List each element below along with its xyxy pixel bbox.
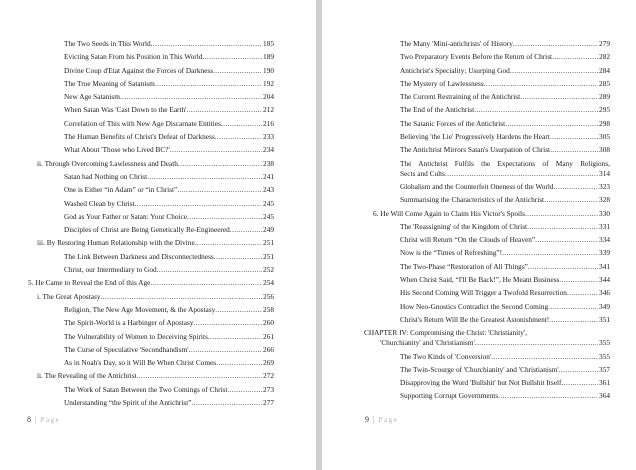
dot-leader	[120, 92, 262, 102]
toc-entry	[364, 302, 610, 312]
toc-entry	[28, 39, 274, 49]
toc-entry-title: 5. He Came to Reveal the End of this Age	[28, 278, 151, 288]
toc-page-number: 349	[599, 301, 610, 311]
toc-entry-row	[64, 66, 274, 76]
toc-entry-row	[400, 262, 610, 272]
toc-entry	[28, 318, 274, 328]
toc-entry-title: Divine Coup d'Etat Against the Forces of Darkness	[64, 65, 214, 75]
toc-list-right	[364, 39, 610, 405]
dot-leader	[550, 145, 598, 155]
toc-entry	[364, 222, 610, 232]
toc-entry	[364, 288, 610, 298]
dot-leader	[135, 199, 263, 209]
toc-entry	[28, 358, 274, 368]
toc-entry-row	[64, 185, 274, 195]
toc-entry-title: Christ will Return “On the Clouds of Heaven”	[400, 235, 536, 245]
toc-entry-row	[400, 302, 610, 312]
toc-entry-title: ii. The Revealing of the Antichrist	[37, 371, 137, 381]
toc-entry-title: Christ, our Intermediary to God	[64, 265, 157, 275]
toc-page-number: 339	[599, 248, 610, 258]
toc-entry	[364, 378, 610, 388]
toc-page-number: 273	[263, 384, 274, 394]
toc-entry-title: Christ's Return Will Be the Greatest Astonishment!	[400, 314, 550, 324]
toc-page-number: 331	[599, 221, 610, 231]
toc-entry-title: 6. He Will Come Again to Claim His Victor's Spoils	[373, 208, 525, 218]
page-footer-right	[365, 415, 398, 424]
dot-leader	[208, 332, 262, 342]
toc-page-number: 185	[263, 39, 274, 48]
toc-entry-title: Washed Clean by Christ	[64, 198, 135, 208]
dot-leader	[137, 371, 262, 381]
toc-page-number: 346	[599, 288, 610, 298]
toc-page-number: 323	[599, 181, 610, 191]
toc-entry	[28, 371, 274, 381]
toc-entry-title: The Satanic Forces of the Antichrist	[400, 118, 506, 128]
toc-entry-title: When Christ Said, “I'll Be Back!”, He Meant Business	[400, 275, 560, 285]
dot-leader	[513, 39, 598, 49]
dot-leader	[216, 358, 262, 368]
toc-page-number: 233	[263, 132, 274, 142]
toc-entry-title: Disapproving the Word 'Bullshit' but Not Bullshit Itself	[400, 378, 562, 388]
toc-page-number: 212	[263, 105, 274, 115]
toc-entry	[28, 332, 274, 342]
toc-page-number: 295	[599, 105, 610, 115]
toc-page-number: 266	[263, 344, 274, 354]
toc-entry	[28, 305, 274, 315]
dot-leader	[195, 238, 262, 248]
toc-entry-row	[400, 79, 610, 89]
toc-entry	[364, 235, 610, 245]
toc-entry-title: Correlation of This with New Age Discarnate Entities	[64, 118, 221, 128]
left-page	[0, 0, 316, 470]
toc-entry	[364, 119, 610, 129]
toc-entry-row	[400, 169, 610, 179]
toc-entry-row	[37, 371, 274, 381]
toc-entry-title: The Spirit-World is a Harbinger of Apostasy	[64, 318, 194, 328]
toc-page-number: 285	[599, 78, 610, 88]
dot-leader	[191, 398, 262, 408]
toc-entry	[364, 195, 610, 205]
footer-page-word: Page	[40, 416, 61, 424]
dot-leader	[544, 195, 598, 205]
toc-page-number: 282	[599, 52, 610, 62]
toc-entry-title: What About 'Those who Lived BC?'	[64, 145, 170, 155]
toc-page-number: 243	[263, 185, 274, 195]
toc-entry-row	[28, 278, 274, 288]
toc-entry	[364, 145, 610, 155]
toc-entry-title: Now is the “Times of Refreshing”!	[400, 248, 503, 258]
toc-entry	[28, 199, 274, 209]
toc-entry-row	[64, 132, 274, 142]
toc-entry	[28, 238, 274, 248]
toc-entry	[28, 345, 274, 355]
toc-entry-title-continued: Sects and Cults	[400, 168, 445, 178]
toc-entry-row	[400, 352, 610, 362]
dot-leader	[491, 352, 598, 362]
toc-entry	[28, 385, 274, 395]
dot-leader	[150, 278, 262, 288]
toc-page-number: 364	[599, 391, 610, 401]
toc-page-number: 279	[599, 39, 610, 48]
toc-entry-title: God as Your Father or Satan: Your Choice	[64, 211, 188, 221]
toc-entry-row	[64, 225, 274, 235]
toc-entry-title: Two Preparatory Events Before the Return of Christ	[400, 52, 553, 62]
dot-leader	[554, 182, 599, 192]
toc-entry	[28, 225, 274, 235]
toc-entry	[28, 265, 274, 275]
toc-entry-row	[64, 252, 274, 262]
toc-page-number: 355	[599, 338, 610, 348]
toc-page-number: 249	[263, 225, 274, 235]
toc-page-number: 260	[263, 318, 274, 328]
page-footer-left	[27, 415, 60, 424]
toc-page-number: 351	[599, 314, 610, 324]
dot-leader	[552, 52, 598, 62]
toc-entry	[364, 275, 610, 285]
toc-entry-row	[64, 39, 274, 49]
toc-entry-row	[400, 275, 610, 285]
toc-page-number: 341	[599, 261, 610, 271]
toc-entry-row	[400, 52, 610, 62]
dot-leader	[549, 315, 598, 325]
dot-leader	[101, 292, 263, 302]
dot-leader	[177, 185, 262, 195]
toc-entry	[28, 66, 274, 76]
toc-entry-title: The Many 'Mini-antichrists' of History	[400, 39, 513, 48]
dot-leader	[505, 119, 598, 129]
toc-entry-row	[400, 66, 610, 76]
toc-entry	[28, 105, 274, 115]
toc-entry-title: Globalism and the Counterfeit Oneness of the World	[400, 181, 554, 191]
dot-leader	[227, 385, 262, 395]
toc-page-number: 328	[599, 195, 610, 205]
dot-leader	[445, 169, 598, 179]
toc-entry-row	[64, 305, 274, 315]
toc-entry-row	[37, 238, 274, 248]
toc-entry-row	[64, 212, 274, 222]
dot-leader	[484, 79, 598, 89]
toc-page-number: 308	[599, 145, 610, 155]
page-number: 8	[27, 415, 31, 424]
dot-leader	[561, 378, 598, 388]
toc-page-number: 289	[599, 92, 610, 102]
toc-entry-title: Satan had Nothing on Christ	[64, 171, 148, 181]
toc-entry-title: Understanding “the Spirit of the Antichrist”	[64, 398, 192, 408]
dot-leader	[230, 225, 262, 235]
dot-leader	[147, 172, 262, 182]
dot-leader	[157, 265, 262, 275]
toc-entry-title: The Vulnerability of Women to Deceiving Spirits	[64, 331, 208, 341]
toc-entry	[364, 328, 610, 348]
toc-entry	[364, 39, 610, 49]
toc-page-number: 234	[263, 145, 274, 155]
toc-entry-row	[400, 235, 610, 245]
dot-leader	[559, 365, 598, 375]
dot-leader	[151, 39, 262, 49]
dot-leader	[194, 318, 263, 328]
dot-leader	[510, 66, 598, 76]
toc-entry-row	[64, 398, 274, 408]
toc-page-number: 251	[263, 251, 274, 261]
dot-leader	[548, 302, 598, 312]
toc-entry-row	[400, 378, 610, 388]
toc-entry-title: Antichrist's Speciality: Usurping God	[400, 65, 510, 75]
toc-entry-title: When Satan Was 'Cast Down to the Earth'	[64, 105, 187, 115]
toc-entry	[28, 185, 274, 195]
dot-leader	[221, 119, 262, 129]
toc-entry-row	[400, 39, 610, 49]
toc-entry-row	[400, 119, 610, 129]
toc-entry	[364, 209, 610, 219]
toc-entry	[364, 248, 610, 258]
toc-entry-row	[64, 119, 274, 129]
toc-entry	[28, 278, 274, 288]
dot-leader	[475, 338, 598, 348]
toc-entry-row	[37, 159, 274, 169]
toc-entry-title: The End of the Antichrist	[400, 105, 475, 115]
toc-entry-row	[64, 145, 274, 155]
toc-entry-title: The Two Seeds in This World	[64, 39, 151, 48]
dot-leader	[498, 391, 598, 401]
dot-leader	[213, 66, 262, 76]
toc-entry	[28, 398, 274, 408]
toc-page-number: 277	[263, 398, 274, 408]
toc-entry	[28, 79, 274, 89]
toc-entry-row	[64, 332, 274, 342]
toc-entry-title: iii. By Restoring Human Relationship with the Divine	[37, 238, 195, 248]
toc-entry-row	[64, 105, 274, 115]
toc-entry-row	[400, 315, 610, 325]
dot-leader	[525, 209, 598, 219]
toc-entry	[364, 105, 610, 115]
dot-leader	[170, 145, 262, 155]
toc-entry-title: The Curse of Speculative 'Secondhandism'	[64, 344, 189, 354]
toc-entry-title: Believing 'the Lie' Progressively Hardens the Heart	[400, 132, 550, 142]
toc-page-number: 204	[263, 92, 274, 102]
footer-separator: |	[35, 415, 37, 424]
toc-page-number: 190	[263, 65, 274, 75]
toc-entry-row	[400, 182, 610, 192]
toc-page-number: 269	[263, 358, 274, 368]
footer-separator: |	[373, 415, 375, 424]
toc-entry	[364, 159, 610, 179]
toc-entry-row	[400, 248, 610, 258]
dot-leader	[550, 132, 598, 142]
toc-page-number: 330	[599, 208, 610, 218]
toc-page-number: 238	[263, 158, 274, 168]
toc-entry-title: His Second Coming Will Trigger a Twofold Resurrection	[400, 288, 567, 298]
toc-entry-title: One is Either “in Adam” or “in Christ”	[64, 185, 178, 195]
toc-page-number: 284	[599, 65, 610, 75]
toc-entry-title: The Human Benefits of Christ's Defeat of Darkness	[64, 132, 215, 142]
toc-page-number: 261	[263, 331, 274, 341]
toc-entry-row	[400, 132, 610, 142]
dot-leader	[186, 105, 262, 115]
toc-entry-row	[400, 92, 610, 102]
footer-page-word: Page	[378, 416, 399, 424]
toc-entry	[364, 352, 610, 362]
toc-entry-title: Supporting Corrupt Governments	[400, 391, 499, 401]
toc-entry-title: The Twin-Scourge of 'Churchianity' and 'Christianism'	[400, 364, 559, 374]
toc-entry-title: How Neo-Gnostics Contradict the Second Coming	[400, 301, 549, 311]
toc-entry	[28, 252, 274, 262]
toc-entry	[28, 145, 274, 155]
toc-entry-row	[400, 365, 610, 375]
toc-entry-title: The Two Kinds of 'Conversion'	[400, 351, 492, 361]
toc-page-number: 344	[599, 275, 610, 285]
toc-entry	[28, 292, 274, 302]
dot-leader	[215, 132, 262, 142]
toc-entry-row	[400, 288, 610, 298]
toc-entry-row	[64, 199, 274, 209]
toc-entry	[28, 92, 274, 102]
toc-page-number: 251	[263, 238, 274, 248]
toc-entry-title: The Mystery of Lawlessness	[400, 78, 484, 88]
toc-entry-title: Disciples of Christ are Being Genetically Re-Engineered	[64, 225, 230, 235]
toc-entry-title: i. The Great Apostasy	[37, 291, 101, 301]
toc-entry-row	[64, 52, 274, 62]
toc-entry	[28, 172, 274, 182]
dot-leader	[567, 288, 598, 298]
dot-leader	[527, 222, 598, 232]
dot-leader	[189, 345, 262, 355]
toc-page-number: 252	[263, 265, 274, 275]
toc-entry	[364, 92, 610, 102]
toc-page-number: 314	[599, 168, 610, 178]
toc-entry	[364, 66, 610, 76]
toc-entry	[364, 132, 610, 142]
toc-entry-row	[64, 79, 274, 89]
toc-entry	[364, 365, 610, 375]
dot-leader	[528, 262, 598, 272]
toc-entry-row	[64, 92, 274, 102]
toc-entry-title: CHAPTER IV: Compromising the Christ: 'Christianity',	[364, 328, 528, 338]
toc-entry-title: As in Noah's Day, so it Will Be When Christ Comes	[64, 358, 217, 368]
toc-entry-row	[64, 345, 274, 355]
right-page	[322, 0, 636, 470]
toc-entry-title: ii. Through Overcoming Lawlessness and Death	[37, 158, 178, 168]
toc-entry-row	[400, 222, 610, 232]
toc-entry-row	[400, 145, 610, 155]
dot-leader	[502, 248, 598, 258]
toc-page-number: 241	[263, 171, 274, 181]
toc-entry-title: The Antichrist Fulfils the Expectations of Many Religions,	[400, 158, 610, 168]
toc-page-number: 357	[599, 364, 610, 374]
toc-entry-row	[64, 318, 274, 328]
toc-entry-row	[364, 338, 610, 348]
toc-page-number: 361	[599, 378, 610, 388]
dot-leader	[178, 159, 262, 169]
toc-page-number: 334	[599, 235, 610, 245]
toc-entry-title: The Two-Phase “Restoration of All Things”	[400, 261, 528, 271]
toc-page-number: 272	[263, 371, 274, 381]
toc-entry	[28, 119, 274, 129]
toc-page-number: 245	[263, 198, 274, 208]
toc-page-number: 258	[263, 304, 274, 314]
dot-leader	[215, 305, 262, 315]
toc-page-number: 189	[263, 52, 274, 62]
toc-entry-title: The Work of Satan Between the Two Comings of Christ	[64, 384, 228, 394]
toc-page-number: 355	[599, 351, 610, 361]
toc-entry-title: Religion, The New Age Movement, & the Apostasy	[64, 304, 216, 314]
toc-entry	[364, 182, 610, 192]
toc-entry-title: The Antichrist Mirrors Satan's Usurpation of Christ	[400, 145, 551, 155]
toc-page-number: 192	[263, 78, 274, 88]
toc-entry	[28, 212, 274, 222]
toc-entry-row	[373, 209, 610, 219]
toc-entry	[364, 262, 610, 272]
toc-page-number: 216	[263, 118, 274, 128]
toc-entry-row	[64, 172, 274, 182]
dot-leader	[520, 92, 598, 102]
dot-leader	[214, 252, 262, 262]
dot-leader	[474, 105, 598, 115]
toc-entry	[364, 315, 610, 325]
toc-entry-title: Evicting Satan From his Position in This World	[64, 52, 203, 62]
toc-entry	[28, 52, 274, 62]
toc-entry-row	[37, 292, 274, 302]
toc-entry	[364, 391, 610, 401]
dot-leader	[535, 235, 598, 245]
toc-entry	[28, 159, 274, 169]
page-number: 9	[365, 415, 369, 424]
toc-entry-title-continued: 'Churchianity' and 'Christianism'	[380, 338, 475, 348]
toc-entry	[364, 79, 610, 89]
dot-leader	[155, 79, 262, 89]
toc-entry-title: The Link Between Darkness and Disconnectedness	[64, 251, 214, 261]
toc-entry-row	[64, 385, 274, 395]
dot-leader	[202, 52, 262, 62]
toc-entry-title: Summarising the Characteristics of the Antichrist	[400, 195, 545, 205]
toc-entry	[28, 132, 274, 142]
toc-entry-row	[400, 195, 610, 205]
toc-page-number: 254	[263, 278, 274, 288]
toc-page-number: 256	[263, 291, 274, 301]
toc-entry-row	[64, 265, 274, 275]
toc-entry-title: New Age Satanism	[64, 92, 120, 102]
toc-entry-row	[400, 105, 610, 115]
toc-entry	[364, 52, 610, 62]
toc-list-left	[28, 39, 274, 411]
toc-page-number: 298	[599, 118, 610, 128]
dot-leader	[187, 212, 262, 222]
toc-entry-title: The Current Restraining of the Antichrist	[400, 92, 521, 102]
toc-entry-row	[400, 391, 610, 401]
toc-entry-title: The True Meaning of Satanism	[64, 78, 155, 88]
toc-entry-row	[64, 358, 274, 368]
toc-page-number: 245	[263, 211, 274, 221]
toc-entry-title: The 'Reassigning' of the Kingdom of Christ	[400, 221, 528, 231]
toc-page-number: 305	[599, 132, 610, 142]
dot-leader	[559, 275, 598, 285]
